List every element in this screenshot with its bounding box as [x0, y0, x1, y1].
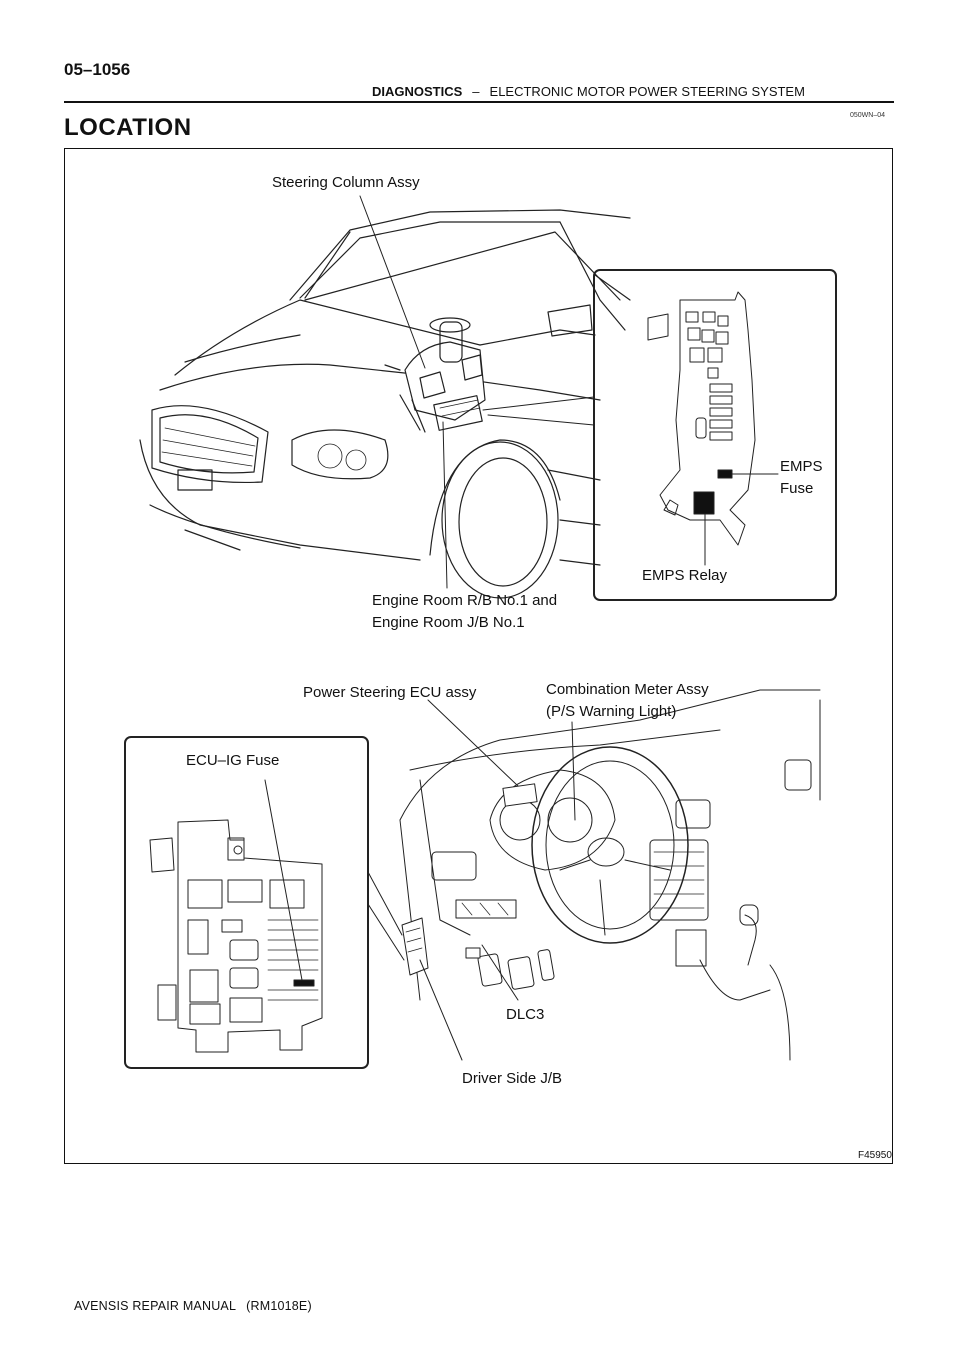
header-separator: – — [472, 84, 480, 99]
driver-side-jb-drawing — [150, 820, 322, 1052]
doc-code: 050WN–04 — [850, 112, 886, 119]
label-engine-room-line2: Engine Room J/B No.1 — [372, 614, 525, 631]
dashboard-illustration — [400, 690, 820, 1060]
page-title: LOCATION — [64, 114, 192, 141]
figure-id: F45950 — [858, 1150, 892, 1161]
label-combination-meter-line2: (P/S Warning Light) — [546, 703, 677, 720]
car-illustration — [140, 210, 630, 598]
page-number: 05–1056 — [64, 60, 131, 79]
footer — [74, 1299, 312, 1313]
subsection-title: ELECTRONIC MOTOR POWER STEERING SYSTEM — [489, 84, 805, 99]
label-engine-room-line1: Engine Room R/B No.1 and — [372, 592, 558, 609]
label-combination-meter-line1: Combination Meter Assy — [546, 681, 709, 698]
label-emps-fuse-line1: EMPS — [780, 458, 823, 475]
label-ps-ecu: Power Steering ECU assy — [303, 684, 477, 701]
engine-room-relay-box — [648, 292, 755, 545]
footer-manual-code: (RM1018E) — [246, 1299, 312, 1313]
footer-manual-name: AVENSIS REPAIR MANUAL — [74, 1299, 237, 1313]
label-steering-column: Steering Column Assy — [272, 174, 420, 191]
section-title: DIAGNOSTICS — [372, 84, 463, 99]
label-dlc3: DLC3 — [506, 1006, 545, 1023]
label-ecu-ig-fuse: ECU–IG Fuse — [186, 752, 280, 769]
label-driver-side-jb: Driver Side J/B — [462, 1070, 563, 1087]
label-emps-fuse-line2: Fuse — [780, 480, 814, 497]
label-emps-relay: EMPS Relay — [642, 567, 728, 584]
